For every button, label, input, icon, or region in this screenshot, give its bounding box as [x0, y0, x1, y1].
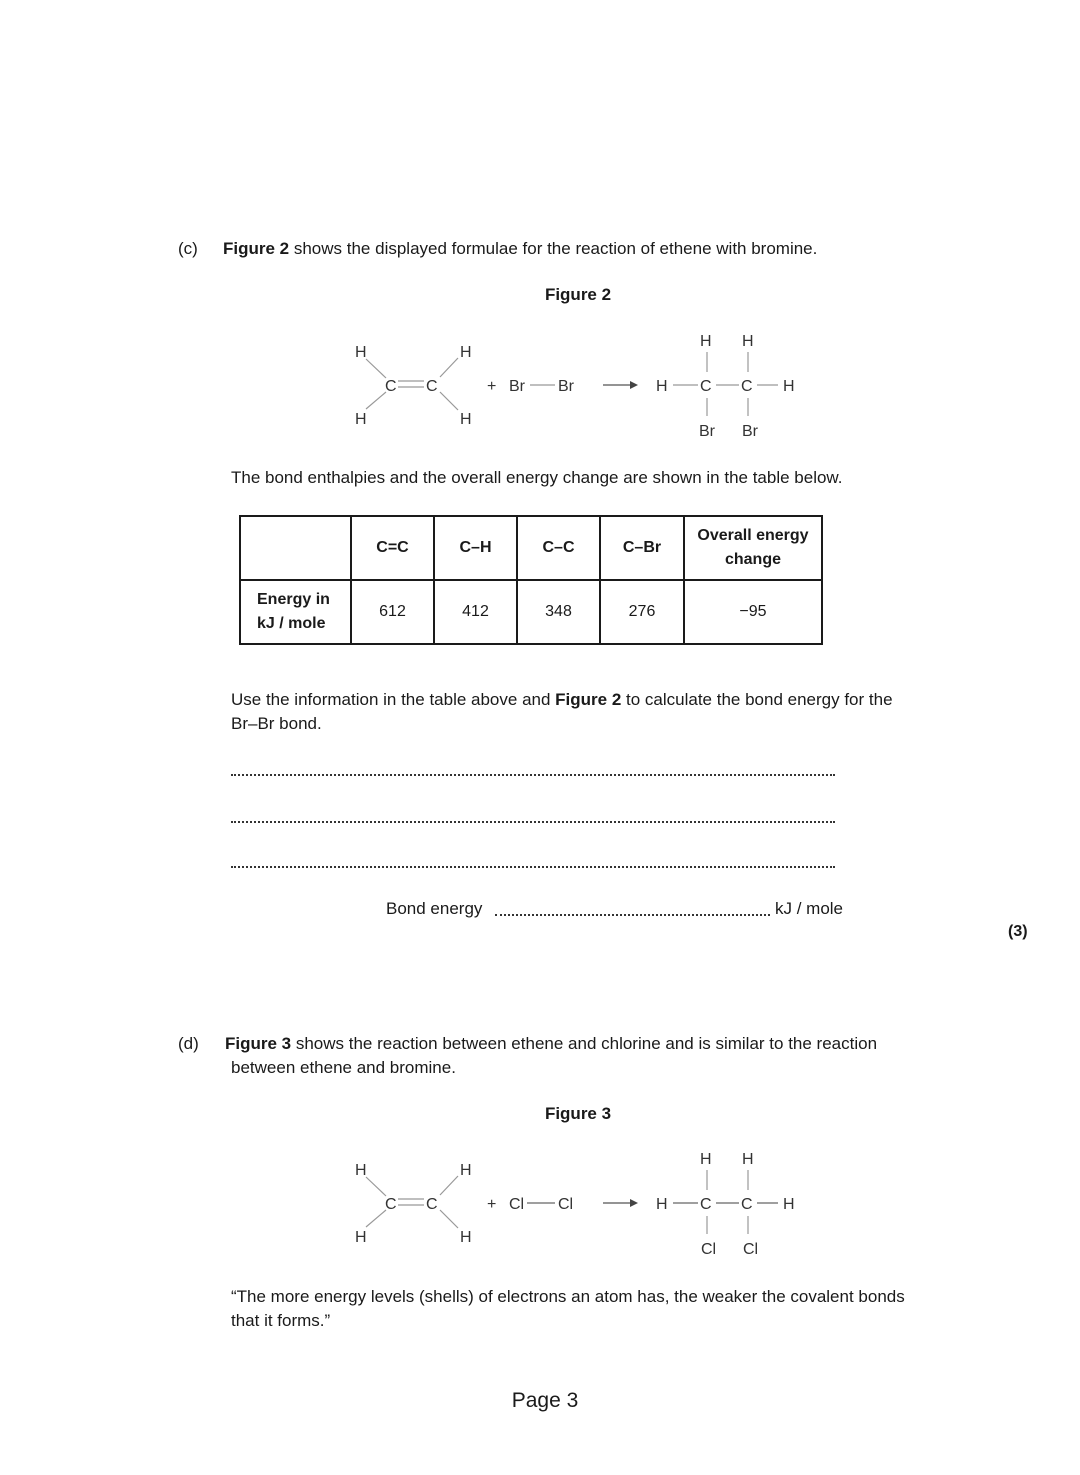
bond-energy-table: [239, 515, 823, 645]
quote-line1: “The more energy levels (shells) of electrons an atom has, the weaker the covalent bonds: [231, 1287, 905, 1306]
bond-h2-c: [366, 392, 386, 409]
reagent-atom-right: Br: [558, 378, 574, 395]
figure-2-ref: Figure 2: [223, 239, 290, 258]
question-part1: Use the information in the table above and: [231, 690, 556, 709]
reaction-arrow-head: [630, 381, 638, 389]
quote-text: [231, 1285, 1031, 1333]
row-label: [240, 580, 351, 644]
part-c-label: (c): [178, 239, 198, 258]
bond-energy-answer-field[interactable]: [495, 914, 770, 916]
product-h-top2: H: [742, 333, 754, 350]
question-part2: to calculate the bond energy for the: [621, 690, 893, 709]
value-cc-double: 612: [351, 580, 434, 644]
product-c2: C: [741, 1196, 753, 1213]
product-x1: Br: [699, 423, 715, 440]
atom-h2: H: [355, 411, 367, 428]
plus-sign: +: [487, 378, 497, 395]
answer-line-1[interactable]: [231, 774, 835, 776]
answer-line-2[interactable]: [231, 821, 835, 823]
question-text: [231, 688, 991, 736]
atom-h4: H: [460, 1229, 472, 1246]
product-c1: C: [700, 378, 712, 395]
product-c1: C: [700, 1196, 712, 1213]
bond-energy-label: Bond energy: [386, 899, 483, 918]
atom-h1: H: [355, 344, 367, 361]
header-cc: C–C: [517, 516, 600, 580]
reaction-arrow-head: [630, 1199, 638, 1207]
atom-h3: H: [460, 1162, 472, 1179]
marks-indicator: (3): [1008, 923, 1028, 940]
reagent-atom-left: Br: [509, 378, 525, 395]
page-number: Page 3: [511, 1389, 579, 1412]
product-x1: Cl: [701, 1241, 717, 1258]
product-x2: Br: [742, 423, 758, 440]
bond-c-h4: [440, 392, 458, 410]
part-d-label: (d): [178, 1034, 199, 1053]
product-h-left: H: [656, 1196, 668, 1213]
part-d-intro: [225, 1032, 1005, 1080]
atom-h2: H: [355, 1229, 367, 1246]
atom-c1: C: [385, 378, 397, 395]
product-h-left: H: [656, 378, 668, 395]
bond-h1-c: [366, 1177, 386, 1196]
part-d-intro-line2: between ethene and bromine.: [231, 1058, 456, 1077]
part-c-intro-text: shows the displayed formulae for the reaction of ethene with bromine.: [289, 239, 818, 258]
atom-h3: H: [460, 344, 472, 361]
question-line2: Br–Br bond.: [231, 714, 322, 733]
reagent-atom-left: Cl: [509, 1196, 525, 1213]
table-value-row: [240, 580, 822, 644]
figure-2-title: Figure 2: [544, 285, 612, 304]
bond-h2-c: [366, 1210, 386, 1227]
table-header-row: [240, 516, 822, 580]
product-h-top1: H: [700, 333, 712, 350]
header-cbr: C–Br: [600, 516, 684, 580]
bond-c-h4: [440, 1210, 458, 1228]
header-empty: [240, 516, 351, 580]
atom-h4: H: [460, 411, 472, 428]
figure-3-diagram: [0, 1138, 1080, 1268]
figure-2-diagram: [0, 320, 1080, 450]
figure-3-ref: Figure 3: [225, 1034, 292, 1053]
product-c2: C: [741, 378, 753, 395]
value-ch: 412: [434, 580, 517, 644]
answer-line-3[interactable]: [231, 866, 835, 868]
value-cc: 348: [517, 580, 600, 644]
product-h-top1: H: [700, 1151, 712, 1168]
bond-h1-c: [366, 359, 386, 378]
atom-c2: C: [426, 1196, 438, 1213]
row-label-line1: Energy in: [257, 591, 330, 608]
header-ch: C–H: [434, 516, 517, 580]
product-h-right: H: [783, 1196, 795, 1213]
table-intro: The bond enthalpies and the overall energy change are shown in the table below.: [231, 468, 843, 487]
value-overall: −95: [684, 580, 822, 644]
row-label-line2: kJ / mole: [257, 615, 326, 632]
atom-c2: C: [426, 378, 438, 395]
header-overall: Overall energy change: [684, 516, 822, 580]
product-x2: Cl: [743, 1241, 759, 1258]
product-h-right: H: [783, 378, 795, 395]
reagent-atom-right: Cl: [558, 1196, 574, 1213]
value-cbr: 276: [600, 580, 684, 644]
bond-energy-unit: kJ / mole: [775, 899, 844, 918]
product-h-top2: H: [742, 1151, 754, 1168]
atom-c1: C: [385, 1196, 397, 1213]
figure-3-title: Figure 3: [544, 1104, 612, 1123]
part-d-intro-text: shows the reaction between ethene and chlorine and is similar to the reaction: [291, 1034, 878, 1053]
plus-sign: +: [487, 1196, 497, 1213]
question-figure-ref: Figure 2: [555, 690, 622, 709]
quote-line2: that it forms.”: [231, 1311, 331, 1330]
bond-c-h3: [440, 1176, 458, 1195]
bond-c-h3: [440, 358, 458, 377]
header-cc-double: C=C: [351, 516, 434, 580]
atom-h1: H: [355, 1162, 367, 1179]
part-c-intro: [223, 237, 817, 261]
